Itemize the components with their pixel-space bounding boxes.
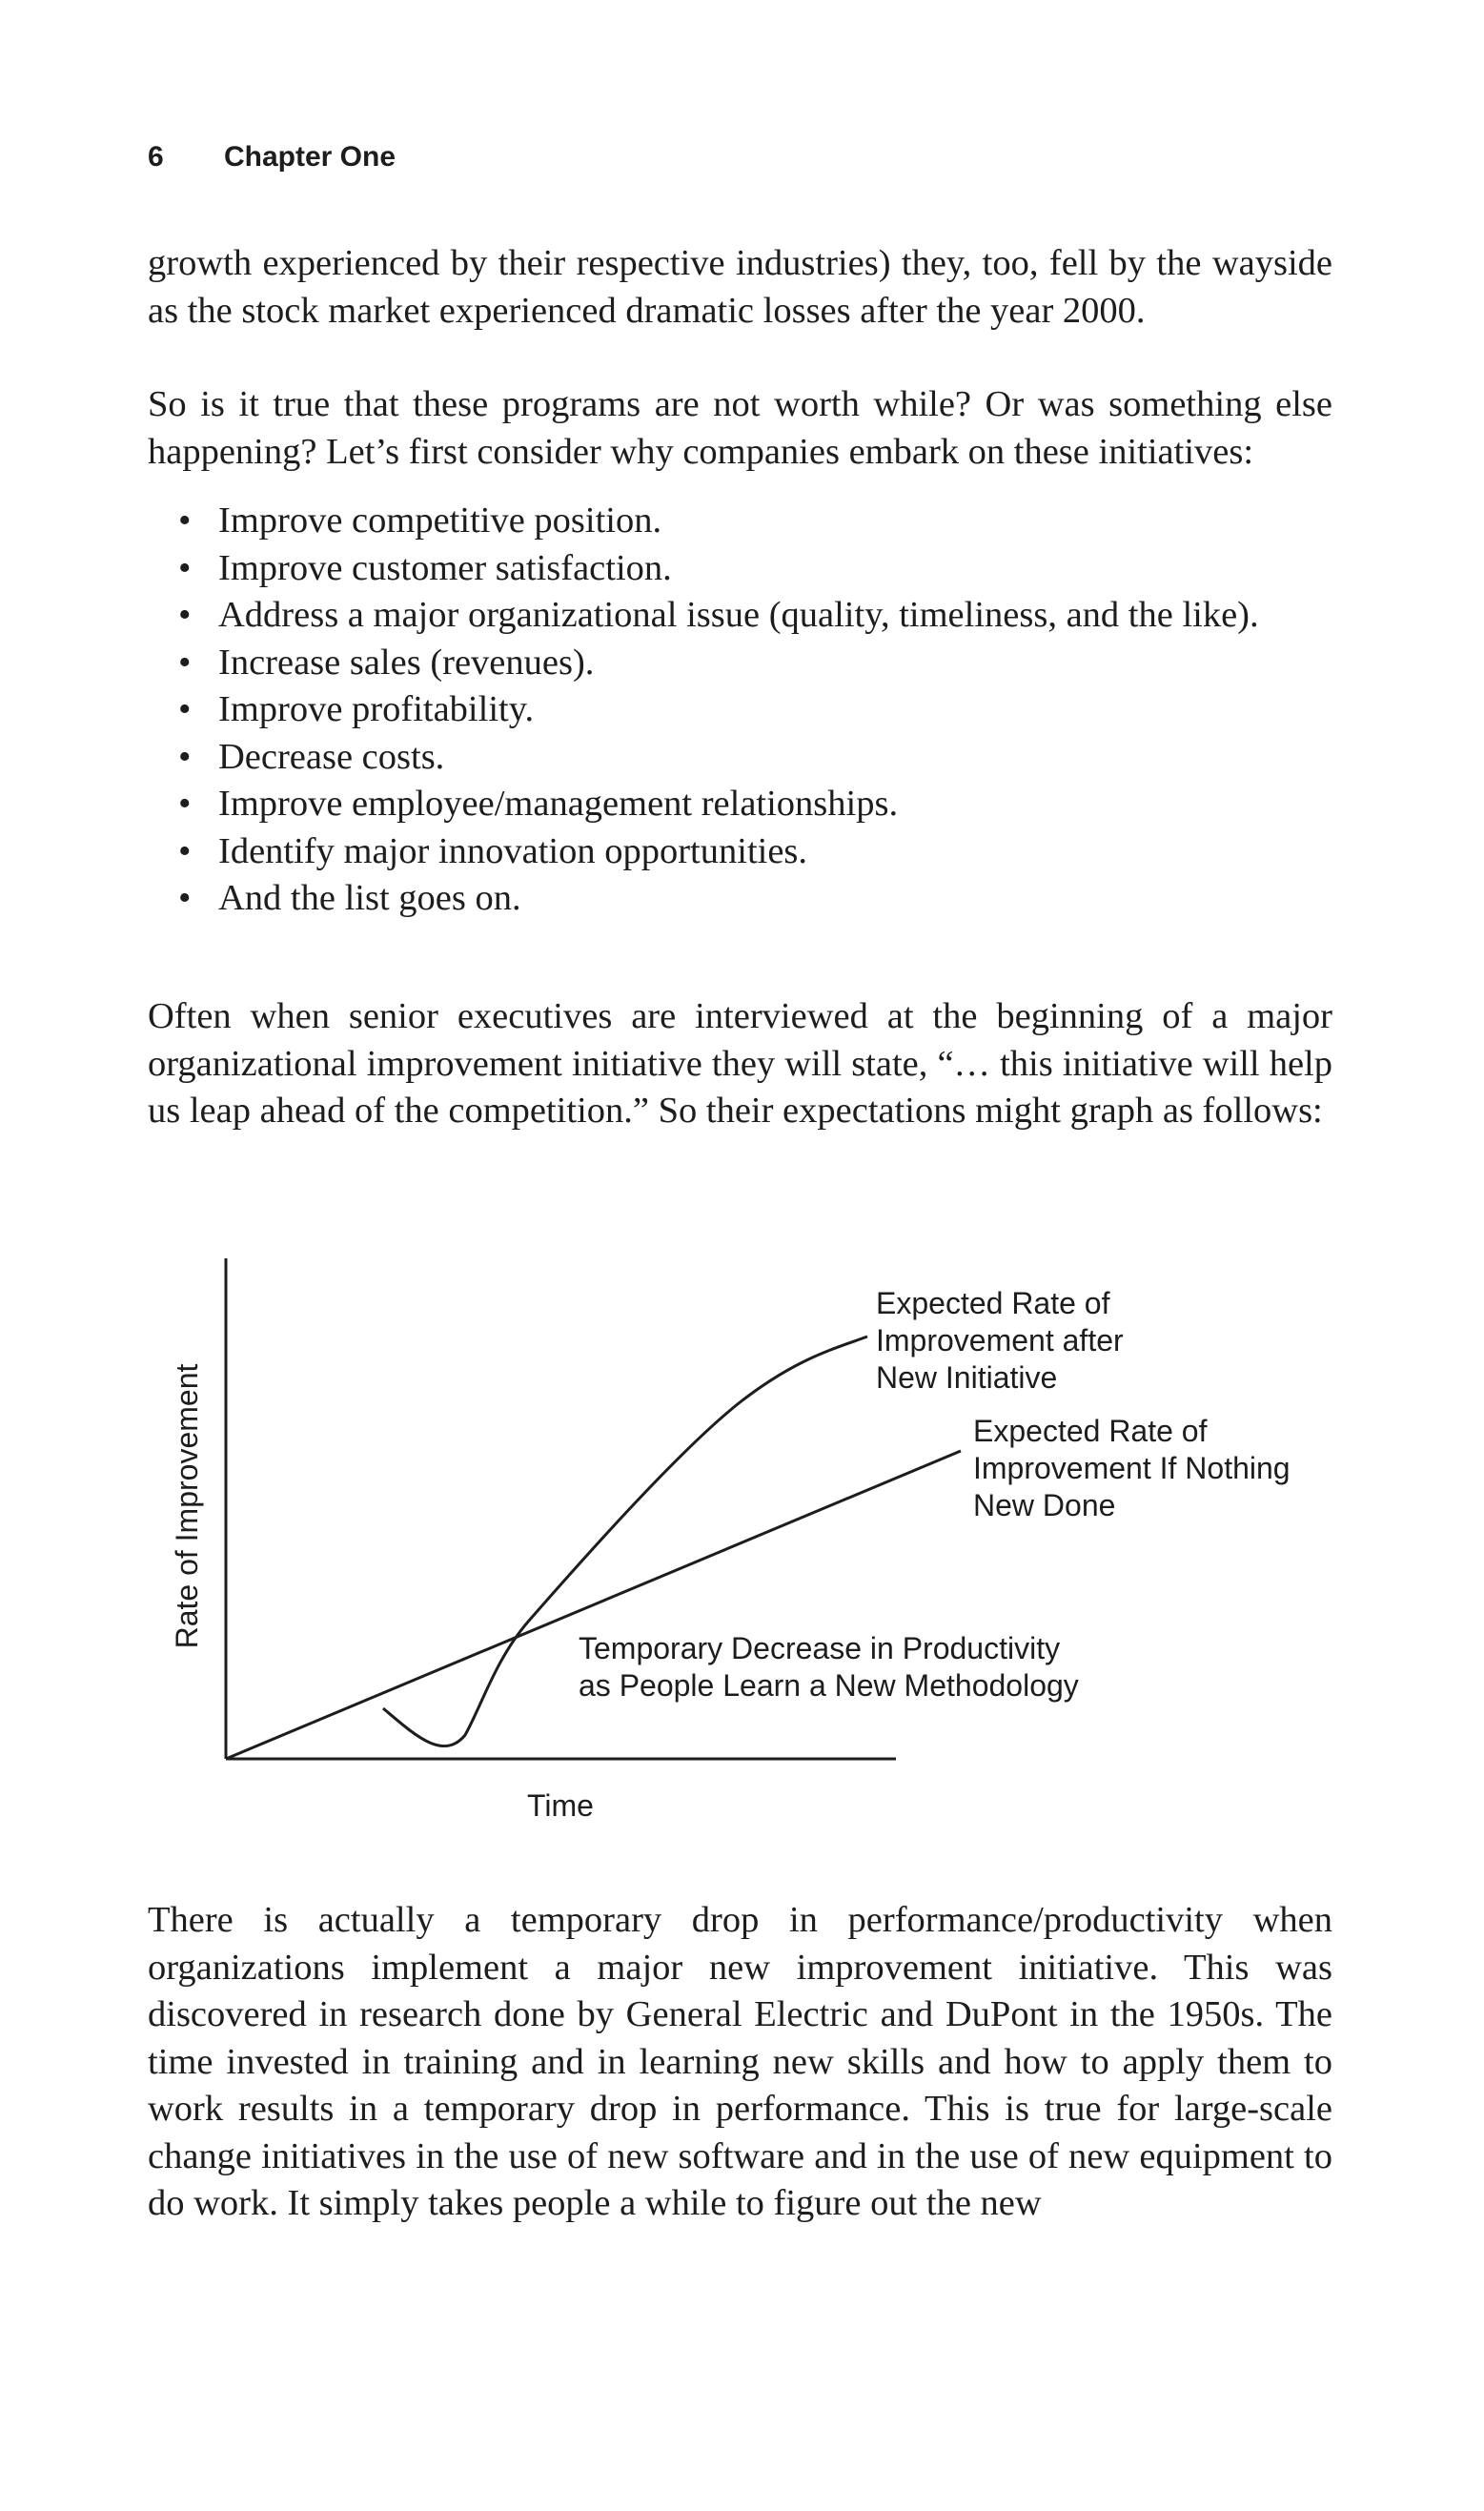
label-decrease-line-2: as People Learn a New Methodology — [579, 1668, 1079, 1703]
chapter-title: Chapter One — [224, 141, 396, 173]
paragraph-4: There is actually a temporary drop in performance/productivity when organizations implement a major new improvement initiative. This was discovered in research done by General Electric and DuPont in the 1950s. The time invested in training and in learning new skills and how to apply them to work results in a temporary drop in performance. This is true for large-scale change initiatives in the use of new software and in the use of new equipment to do work. It simply takes people a while to figure out the new — [148, 1900, 1332, 2223]
list-item: • Improve employee/management relationships. — [148, 781, 1332, 828]
list-item: • And the list goes on. — [148, 875, 1332, 923]
running-header — [148, 141, 396, 174]
y-axis-label: Rate of Improvement — [170, 1363, 204, 1649]
list-item: • Improve customer satisfaction. — [148, 545, 1332, 593]
list-item: • Address a major organizational issue (quality, timeliness, and the like). — [148, 592, 1332, 640]
baseline-trend-line — [226, 1451, 961, 1759]
list-item: • Improve competitive position. — [148, 498, 1332, 545]
x-axis-label: Time — [527, 1788, 594, 1823]
paragraph-1: growth experienced by their respective industries) they, too, fell by the wayside as the stock market experienced dramatic losses after the year 2000. — [148, 243, 1332, 331]
list-item: • Increase sales (revenues). — [148, 640, 1332, 687]
list-item: • Decrease costs. — [148, 734, 1332, 782]
list-item: • Identify major innovation opportunities. — [148, 828, 1332, 876]
label-new-initiative-line-2: Improvement after — [876, 1323, 1124, 1358]
improvement-rate-figure — [148, 1239, 1332, 1849]
initiative-reasons-list — [148, 498, 1332, 923]
label-decrease-line-1: Temporary Decrease in Productivity — [579, 1631, 1061, 1665]
label-new-initiative-line-3: New Initiative — [876, 1360, 1058, 1395]
improvement-rate-diagram — [148, 1239, 1332, 1849]
label-nothing-new-line-3: New Done — [973, 1488, 1116, 1522]
label-nothing-new-line-2: Improvement If Nothing — [973, 1451, 1291, 1485]
paragraph-3: Often when senior executives are interviewed at the beginning of a major organizational improvement initiative they will state, “… this initiative will help us leap ahead of the competition.” So their expectations might graph as follows: — [148, 996, 1332, 1131]
page-number: 6 — [148, 141, 164, 173]
list-item: • Improve profitability. — [148, 686, 1332, 734]
label-nothing-new-line-1: Expected Rate of — [973, 1414, 1208, 1448]
paragraph-2: So is it true that these programs are not worth while? Or was something else happening? Let’s first consider why companies embark on these initiatives: — [148, 384, 1332, 472]
label-new-initiative-line-1: Expected Rate of — [876, 1286, 1110, 1320]
